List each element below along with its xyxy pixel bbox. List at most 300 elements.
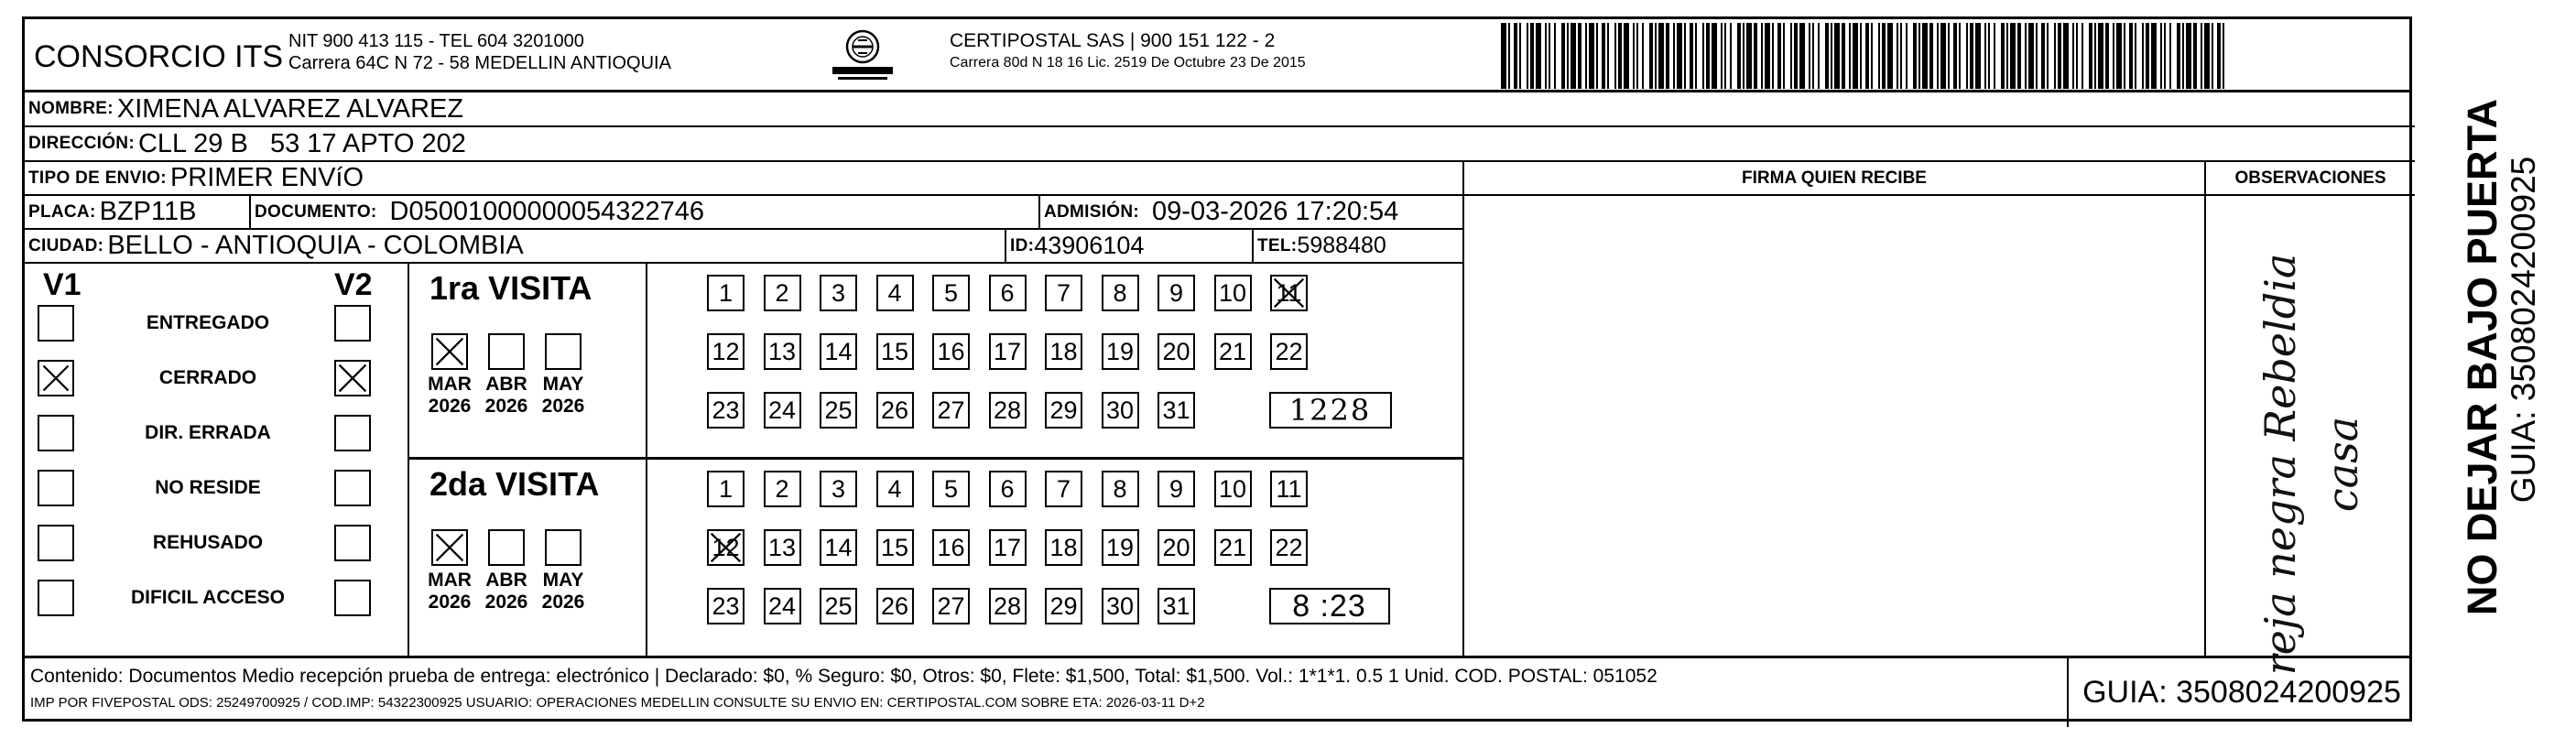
barcode-bar [1658, 23, 1664, 89]
barcode-bar [1831, 23, 1832, 89]
barcode-bar [2076, 23, 2078, 89]
barcode-bar [1953, 23, 1957, 89]
documento-value: D05001000000054322746 [389, 197, 705, 226]
barcode-bar [2010, 23, 2016, 89]
day-number: 29 [1049, 592, 1078, 620]
day-box[interactable] [876, 529, 914, 566]
ciudad-label: CIUDAD: [28, 235, 104, 255]
day-box[interactable] [1158, 392, 1195, 429]
barcode-bar [1906, 23, 1908, 89]
no-dejar-bajo-puerta: NO DEJAR BAJO PUERTA [2459, 98, 2505, 616]
row-direccion [25, 127, 2415, 162]
day-box[interactable] [820, 275, 857, 311]
day-box[interactable] [764, 275, 801, 311]
v1-checkbox[interactable] [38, 415, 74, 451]
day-box[interactable] [1158, 471, 1195, 507]
direccion-value: CLL 29 B 53 17 APTO 202 [137, 128, 466, 158]
day-box[interactable] [707, 529, 745, 566]
day-number: 28 [993, 592, 1022, 620]
barcode-bar [2036, 23, 2038, 89]
day-number: 19 [1105, 337, 1135, 365]
delivery-label [22, 16, 2412, 722]
visit-time-box[interactable] [1269, 392, 1392, 429]
barcode-bar [1633, 23, 1635, 89]
day-box[interactable] [707, 471, 745, 507]
barcode-bar [1519, 23, 1521, 89]
barcode-bar [1860, 23, 1862, 89]
day-number: 6 [1000, 278, 1015, 307]
barcode-bar [1871, 23, 1873, 89]
barcode-bar [2124, 23, 2125, 89]
day-box[interactable] [989, 275, 1027, 311]
barcode-bar [1922, 23, 1928, 89]
courier-info [950, 30, 1306, 74]
day-box[interactable] [1102, 392, 1139, 429]
admision-label: ADMISIÓN: [1044, 201, 1140, 222]
day-box[interactable] [1102, 588, 1139, 624]
day-number: 16 [937, 533, 965, 561]
status-option-label: ENTREGADO [146, 312, 270, 333]
day-number: 18 [1049, 337, 1078, 365]
day-number: 26 [880, 396, 909, 424]
placa-label: PLACA: [28, 201, 96, 222]
v2-checkbox[interactable] [334, 470, 371, 506]
observaciones-header: OBSERVACIONES [2206, 162, 2415, 196]
day-number: 12 [712, 533, 740, 561]
day-box[interactable] [1270, 529, 1308, 566]
day-number: 21 [1218, 337, 1247, 365]
day-box[interactable] [932, 333, 970, 370]
day-number: 20 [1162, 337, 1190, 365]
day-number: 7 [1056, 278, 1071, 307]
month-year: 2026 [541, 396, 585, 417]
day-box[interactable] [932, 471, 970, 507]
barcode-bar [1918, 23, 1920, 89]
barcode-bar [1948, 23, 1950, 89]
barcode-bar [1585, 23, 1587, 89]
company-info [288, 30, 671, 74]
barcode-bar [1799, 23, 1805, 89]
day-number: 28 [993, 396, 1022, 424]
barcode-bar [2041, 23, 2045, 89]
barcode-bar [1636, 23, 1638, 89]
day-box[interactable] [820, 529, 857, 566]
barcode-bar [2169, 23, 2171, 89]
day-number: 31 [1162, 396, 1190, 424]
month-year: 2026 [541, 592, 585, 613]
firma-header: FIRMA QUIEN RECIBE [1464, 162, 2204, 196]
day-box[interactable] [1270, 333, 1308, 370]
v1-checkbox[interactable] [38, 525, 74, 561]
barcode-bar [2063, 23, 2069, 89]
day-box[interactable] [1045, 588, 1082, 624]
day-number: 24 [767, 592, 797, 620]
barcode-bar [1929, 23, 1933, 89]
barcode-bar [1545, 23, 1547, 89]
barcode-bar [1596, 23, 1598, 89]
v1-header: V1 [43, 267, 82, 302]
print-info: IMP POR FIVEPOSTAL ODS: 25249700925 / COD.IMP: 54322300925 USUARIO: OPERACIONES MEDELLIN CONSULTE SU ENVIO EN: CERTIPOSTAL.COM SOBRE ETA: 2026-03-11 D+2 [30, 695, 1205, 711]
barcode-bar [1655, 23, 1657, 89]
barcode-bar [1530, 23, 1534, 89]
day-box[interactable] [1045, 471, 1082, 507]
barcode-bar [1853, 23, 1858, 89]
month-name: MAY [542, 374, 584, 395]
status-option-label: DIR. ERRADA [145, 422, 271, 443]
barcode-bar [1695, 23, 1697, 89]
row-ciudad [25, 230, 1462, 264]
status-block [25, 264, 409, 656]
barcode-bar [2146, 23, 2149, 89]
barcode-bar [1900, 23, 1902, 89]
visit-title: 2da VISITA [429, 465, 600, 503]
v1-checkbox[interactable] [38, 580, 74, 616]
barcode-bar [2094, 23, 2096, 89]
day-number: 1 [718, 474, 734, 503]
day-box[interactable] [1102, 333, 1139, 370]
v2-checkbox[interactable] [334, 360, 371, 396]
day-box[interactable] [1214, 471, 1252, 507]
day-number: 5 [943, 474, 959, 503]
content-summary: Contenido: Documentos Medio recepción prueba de entrega: electrónico | Declarado: $0, % Seguro: $0, Otros: $0, Flete: $1,500, Total: $1,500. Vol.: 1*1*1. 0.5 1 Unid. COD. POSTAL: 051052 [30, 666, 1658, 687]
day-box[interactable] [989, 588, 1027, 624]
barcode-bar [2164, 23, 2166, 89]
v2-checkbox[interactable] [334, 415, 371, 451]
v1-checkbox[interactable] [38, 470, 74, 506]
day-number: 9 [1168, 278, 1184, 307]
day-number: 22 [1275, 337, 1303, 365]
day-box[interactable] [764, 588, 801, 624]
day-number: 3 [831, 474, 846, 503]
day-number: 29 [1049, 396, 1078, 424]
tipo-envio-value: PRIMER ENVíO [169, 163, 364, 192]
v2-checkbox[interactable] [334, 580, 371, 616]
tel-value: 5988480 [1297, 233, 1386, 258]
day-number: 15 [880, 337, 909, 365]
day-number: 8 [1113, 278, 1127, 307]
barcode-bar [2135, 23, 2136, 89]
barcode-bar [1825, 23, 1829, 89]
day-box[interactable] [876, 392, 914, 429]
day-box[interactable] [1102, 471, 1139, 507]
month-checkbox[interactable] [545, 333, 582, 370]
day-box[interactable] [1270, 275, 1308, 311]
day-box[interactable] [1214, 275, 1252, 311]
barcode-bar [1527, 23, 1528, 89]
barcode-bar [2129, 23, 2133, 89]
day-box[interactable] [876, 471, 914, 507]
barcode-bar [1649, 23, 1653, 89]
barcode-bar [2105, 23, 2109, 89]
v1-checkbox[interactable] [38, 305, 74, 342]
barcode-bar [1937, 23, 1939, 89]
day-number: 22 [1275, 533, 1303, 561]
day-number: 17 [993, 533, 1022, 561]
barcode-bar [1743, 23, 1745, 89]
barcode-bar [1571, 23, 1576, 89]
month-name: ABR [485, 570, 527, 591]
day-number: 27 [937, 396, 965, 424]
day-number: 1 [718, 278, 734, 307]
day-box[interactable] [1214, 529, 1252, 566]
day-box[interactable] [764, 333, 801, 370]
month-checkbox[interactable] [488, 529, 525, 566]
day-number: 30 [1105, 396, 1135, 424]
day-number: 2 [775, 474, 789, 503]
barcode-bar [2098, 23, 2103, 89]
day-box[interactable] [1158, 529, 1195, 566]
day-box[interactable] [1102, 275, 1139, 311]
barcode-bar [2025, 23, 2027, 89]
day-box[interactable] [1045, 275, 1082, 311]
barcode-bar [1783, 23, 1785, 89]
day-box[interactable] [707, 392, 745, 429]
day-number: 27 [937, 592, 965, 620]
status-option-label: REHUSADO [152, 532, 264, 553]
barcode-bar [2160, 23, 2162, 89]
barcode-bar [1746, 23, 1752, 89]
day-number: 14 [824, 337, 853, 365]
barcode-bar [1994, 23, 1995, 89]
day-number: 18 [1049, 533, 1078, 561]
barcode-bar [1730, 23, 1732, 89]
barcode-bar [2054, 23, 2056, 89]
month-year: 2026 [428, 592, 472, 613]
barcode-bar [2217, 23, 2221, 89]
visit-time: 8 :23 [1292, 588, 1366, 624]
month-checkbox[interactable] [431, 333, 468, 370]
barcode-bar [1761, 23, 1763, 89]
barcode-bar [1706, 23, 1710, 89]
day-number: 10 [1218, 474, 1247, 503]
barcode-bar [2047, 23, 2049, 89]
observaciones-note: reja negra Rebeldia casa [2255, 253, 2367, 676]
id-value: 43906104 [1034, 232, 1145, 259]
day-box[interactable] [764, 471, 801, 507]
ciudad-value: BELLO - ANTIOQUIA - COLOMBIA [107, 231, 524, 260]
day-number: 19 [1105, 533, 1135, 561]
day-box[interactable] [820, 471, 857, 507]
day-number: 23 [712, 396, 740, 424]
day-number: 14 [824, 533, 853, 561]
barcode-bar [1754, 23, 1757, 89]
day-box[interactable] [1270, 471, 1308, 507]
barcode-bar [2017, 23, 2021, 89]
day-number: 6 [1000, 474, 1015, 503]
month-year: 2026 [484, 592, 528, 613]
row-placa [25, 196, 1462, 230]
barcode-bar [1878, 23, 1880, 89]
status-option-label: DIFICIL ACCESO [130, 587, 285, 608]
nombre-label: NOMBRE: [28, 99, 114, 118]
month-checkbox[interactable] [488, 333, 525, 370]
barcode-bar [1554, 23, 1556, 89]
visit-1-block [409, 264, 1462, 460]
month-name: MAY [542, 570, 584, 591]
day-box[interactable] [820, 392, 857, 429]
barcode-bar [1790, 23, 1792, 89]
day-box[interactable] [820, 588, 857, 624]
barcode-bar [2001, 23, 2005, 89]
barcode-bar [1712, 23, 1717, 89]
barcode-bar [1536, 23, 1541, 89]
day-box[interactable] [1214, 333, 1252, 370]
barcode-bar [2151, 23, 2157, 89]
certipostal-logo [831, 27, 895, 83]
barcode-bar [2072, 23, 2074, 89]
day-box[interactable] [707, 588, 745, 624]
day-box[interactable] [707, 333, 745, 370]
documento-label: DOCUMENTO: [255, 201, 377, 222]
day-number: 23 [712, 592, 740, 620]
day-number: 26 [880, 592, 909, 620]
month-name: ABR [485, 374, 527, 395]
label-footer [25, 656, 2409, 724]
barcode-bar [1913, 23, 1917, 89]
barcode-bar [2028, 23, 2034, 89]
day-box[interactable] [989, 392, 1027, 429]
day-number: 11 [1276, 474, 1302, 503]
day-box[interactable] [764, 392, 801, 429]
direccion-label: DIRECCIÓN: [28, 134, 135, 153]
day-box[interactable] [1102, 529, 1139, 566]
barcode-bar [2113, 23, 2114, 89]
day-box[interactable] [764, 529, 801, 566]
tel-label: TEL: [1257, 235, 1298, 255]
barcode-bar [1501, 23, 1506, 89]
month-checkbox[interactable] [545, 529, 582, 566]
barcode-bar [1589, 23, 1594, 89]
day-box[interactable] [932, 275, 970, 311]
v1-checkbox[interactable] [38, 360, 74, 396]
day-box[interactable] [1045, 392, 1082, 429]
day-box[interactable] [932, 529, 970, 566]
day-number: 4 [887, 474, 902, 503]
day-box[interactable] [876, 275, 914, 311]
id-label: ID: [1010, 235, 1035, 255]
barcode-bar [1794, 23, 1798, 89]
barcode [1499, 19, 2232, 91]
barcode-bar [2006, 23, 2008, 89]
day-number: 8 [1113, 474, 1127, 503]
barcode-bar [2223, 23, 2224, 89]
barcode-bar [1508, 23, 1510, 89]
day-box[interactable] [876, 588, 914, 624]
barcode-bar [1618, 23, 1622, 89]
barcode-bar [1677, 23, 1682, 89]
barcode-bar [1809, 23, 1810, 89]
day-number: 24 [767, 396, 797, 424]
barcode-bar [2204, 23, 2210, 89]
barcode-bar [1984, 23, 1986, 89]
status-option-label: CERRADO [158, 367, 257, 388]
day-box[interactable] [932, 392, 970, 429]
barcode-bar [1702, 23, 1704, 89]
day-box[interactable] [876, 333, 914, 370]
day-box[interactable] [989, 471, 1027, 507]
row-tipo-envio [25, 162, 1462, 196]
barcode-bar [1772, 23, 1774, 89]
barcode-bar [1818, 23, 1820, 89]
barcode-bar [2177, 23, 2180, 89]
barcode-bar [1988, 23, 1990, 89]
day-box[interactable] [820, 333, 857, 370]
row-nombre [25, 92, 2415, 127]
day-box[interactable] [1158, 275, 1195, 311]
barcode-bar [1940, 23, 1946, 89]
signature-area [1464, 196, 2204, 656]
day-number: 2 [775, 278, 789, 307]
courier-address-license: Carrera 80d N 18 16 Lic. 2519 De Octubre 23 De 2015 [950, 55, 1306, 71]
barcode-bar [1959, 23, 1961, 89]
day-number: 10 [1218, 278, 1247, 307]
barcode-bar [1642, 23, 1644, 89]
barcode-bar [1514, 23, 1517, 89]
day-box[interactable] [989, 333, 1027, 370]
day-number: 16 [937, 337, 965, 365]
day-number: 31 [1162, 592, 1190, 620]
day-number: 17 [993, 337, 1022, 365]
barcode-bar [1849, 23, 1851, 89]
barcode-bar [1865, 23, 1869, 89]
footer-guia-number: GUIA: 3508024200925 [2067, 658, 2415, 727]
day-number: 11 [1276, 278, 1302, 307]
v2-checkbox[interactable] [334, 305, 371, 342]
barcode-bar [1765, 23, 1770, 89]
day-box[interactable] [1045, 529, 1082, 566]
barcode-bar [1624, 23, 1629, 89]
day-number: 15 [880, 533, 909, 561]
barcode-bar [1966, 23, 1968, 89]
month-year: 2026 [428, 396, 472, 417]
day-number: 3 [831, 278, 846, 307]
barcode-bar [1724, 23, 1726, 89]
side-guia-number: GUIA: 3508024200925 [2505, 156, 2542, 504]
day-number: 25 [824, 396, 853, 424]
barcode-bar [2058, 23, 2061, 89]
day-box[interactable] [989, 529, 1027, 566]
day-number: 13 [767, 337, 797, 365]
barcode-bar [1812, 23, 1814, 89]
barcode-bar [2212, 23, 2213, 89]
visit-2-block [409, 460, 1462, 656]
month-checkbox[interactable] [431, 529, 468, 566]
day-number: 21 [1218, 533, 1247, 561]
side-notice [2408, 37, 2555, 678]
barcode-bar [1721, 23, 1723, 89]
day-box[interactable] [1158, 333, 1195, 370]
admision-value: 09-03-2026 17:20:54 [1152, 197, 1399, 226]
day-box[interactable] [1045, 333, 1082, 370]
day-box[interactable] [932, 588, 970, 624]
barcode-bar [1975, 23, 1981, 89]
barcode-bar [2186, 23, 2191, 89]
visit-time-box[interactable] [1269, 588, 1390, 624]
barcode-bar [1834, 23, 1840, 89]
barcode-bar [1684, 23, 1686, 89]
day-box[interactable] [707, 275, 745, 311]
day-box[interactable] [1158, 588, 1195, 624]
barcode-bar [1614, 23, 1616, 89]
barcode-bar [1842, 23, 1845, 89]
label-header [25, 19, 2409, 92]
v2-checkbox[interactable] [334, 525, 371, 561]
barcode-bar [1777, 23, 1781, 89]
barcode-bar [2089, 23, 2092, 89]
barcode-bar [1882, 23, 1886, 89]
nombre-value: XIMENA ALVAREZ ALVAREZ [116, 93, 464, 124]
day-number: 4 [887, 278, 902, 307]
